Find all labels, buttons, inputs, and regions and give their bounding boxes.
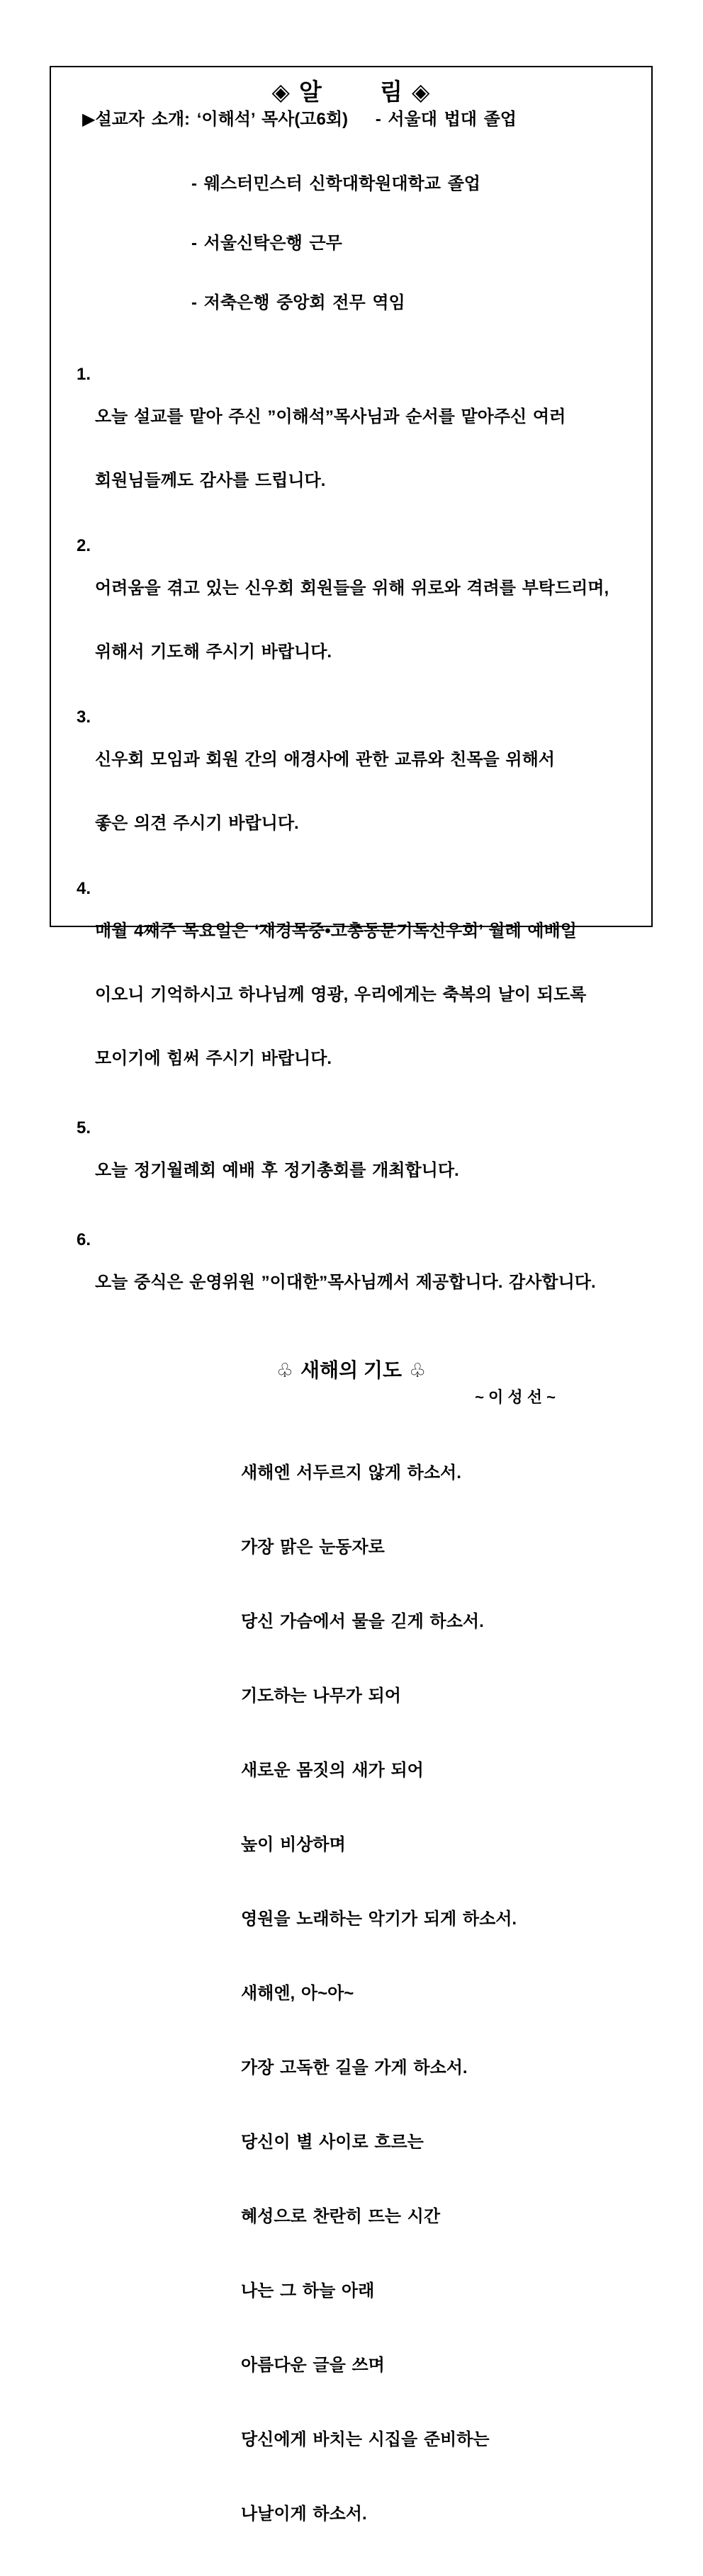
poem-title-text: 새해의 기도 [300, 1359, 403, 1381]
poem-line: 나날이게 하소서. [241, 2504, 367, 2524]
poem-line: 혜성으로 찬란히 뜨는 시간 [241, 2207, 441, 2226]
speaker-intro-text: 설교자 소개: ‘이해석’ 목사(고6회) - 서울대 법대 졸업 [95, 110, 517, 129]
speaker-detail-line: - 저축은행 중앙회 전무 역임 [191, 293, 405, 312]
item-line: 회원님들께도 감사를 드립니다. [95, 471, 326, 490]
item-text [95, 535, 609, 705]
item-number: 1. [77, 365, 91, 384]
item-text [95, 878, 586, 1112]
poem-line: 새해엔 서두르지 않게 하소서. [241, 1463, 461, 1482]
poem-body [51, 1411, 651, 2576]
item-text [95, 707, 555, 877]
item-number: 6. [77, 1230, 91, 1249]
item-number: 5. [77, 1118, 91, 1137]
poem-line: 가장 고독한 길을 가게 하소서. [241, 2058, 468, 2077]
announcement-box [50, 66, 653, 2524]
announcement-item [77, 364, 651, 534]
poem-section [51, 1358, 651, 2576]
item-line: 어려움을 겪고 있는 신우회 회원들을 위해 위로와 격려를 부탁드리며, [95, 579, 609, 598]
item-line: 오늘 설교를 맡아 주신 ”이해석”목사님과 순서를 맡아주신 여러 [95, 407, 566, 426]
diamond-icon: ◈ [271, 79, 291, 105]
item-number: 4. [77, 879, 91, 898]
diamond-icon: ◈ [412, 79, 431, 105]
announcement-item [77, 1230, 651, 1336]
speaker-detail-line: - 서울신탁은행 근무 [191, 234, 342, 253]
poem-title [51, 1358, 651, 1383]
item-line: 오늘 정기월례회 예배 후 정기총회를 개최합니다. [95, 1161, 459, 1180]
item-line: 이오니 기억하시고 하나님께 영광, 우리에게는 축복의 날이 되도록 [95, 985, 587, 1004]
poem-line: 새로운 몸짓의 새가 되어 [241, 1761, 424, 1780]
item-line: 위해서 기도해 주시기 바랍니다. [95, 642, 332, 662]
poem-line: 새해엔, 아~아~ [241, 1984, 354, 2003]
item-line: 매월 4째주 목요일은 ‘재경목중•고총동문기독신우회’ 월례 예배일 [95, 921, 577, 941]
item-text [95, 1118, 459, 1224]
announcement-item [77, 878, 651, 1112]
poem-line: 높이 비상하며 [241, 1835, 346, 1854]
item-text [95, 1230, 596, 1336]
announcement-list [51, 364, 651, 1336]
item-line: 좋은 의견 주시기 바랍니다. [95, 814, 299, 833]
speaker-intro-line [51, 110, 651, 130]
item-number: 2. [77, 536, 91, 555]
item-line: 모이기에 힘써 주시기 바랍니다. [95, 1049, 332, 1068]
poem-line: 당신 가슴에서 물을 긷게 하소서. [241, 1612, 484, 1631]
item-line: 신우회 모임과 회원 간의 애경사에 관한 교류와 친목을 위해서 [95, 750, 555, 769]
poem-author: ~ 이 성 선 ~ [475, 1388, 556, 1406]
page-title: 알 림 [298, 79, 404, 105]
poem-line: 당신이 별 사이로 흐르는 [241, 2133, 424, 2152]
announcement-item [77, 535, 651, 705]
play-bullet-icon: ▶ [82, 110, 96, 129]
poem-line: 아름다운 글을 쓰며 [241, 2356, 385, 2375]
poem-line: 당신에게 바치는 시집을 준비하는 [241, 2430, 490, 2449]
item-number: 3. [77, 708, 91, 727]
doc-title [51, 78, 651, 106]
poem-line: 영원을 노래하는 악기가 되게 하소서. [241, 1910, 517, 1929]
club-icon: ♧ [276, 1360, 293, 1381]
club-icon: ♧ [409, 1360, 427, 1381]
item-line: 오늘 중식은 운영위원 ”이대한”목사님께서 제공합니다. 감사합니다. [95, 1273, 596, 1292]
item-text [95, 364, 566, 534]
speaker-details [51, 135, 651, 353]
announcement-item [77, 1118, 651, 1224]
poem-line: 나는 그 하늘 아래 [241, 2281, 375, 2300]
announcement-item [77, 707, 651, 877]
poem-line: 기도하는 나무가 되어 [241, 1686, 401, 1706]
speaker-detail-line: - 웨스터민스터 신학대학원대학교 졸업 [191, 174, 480, 193]
poem-line: 가장 맑은 눈동자로 [241, 1538, 385, 1557]
